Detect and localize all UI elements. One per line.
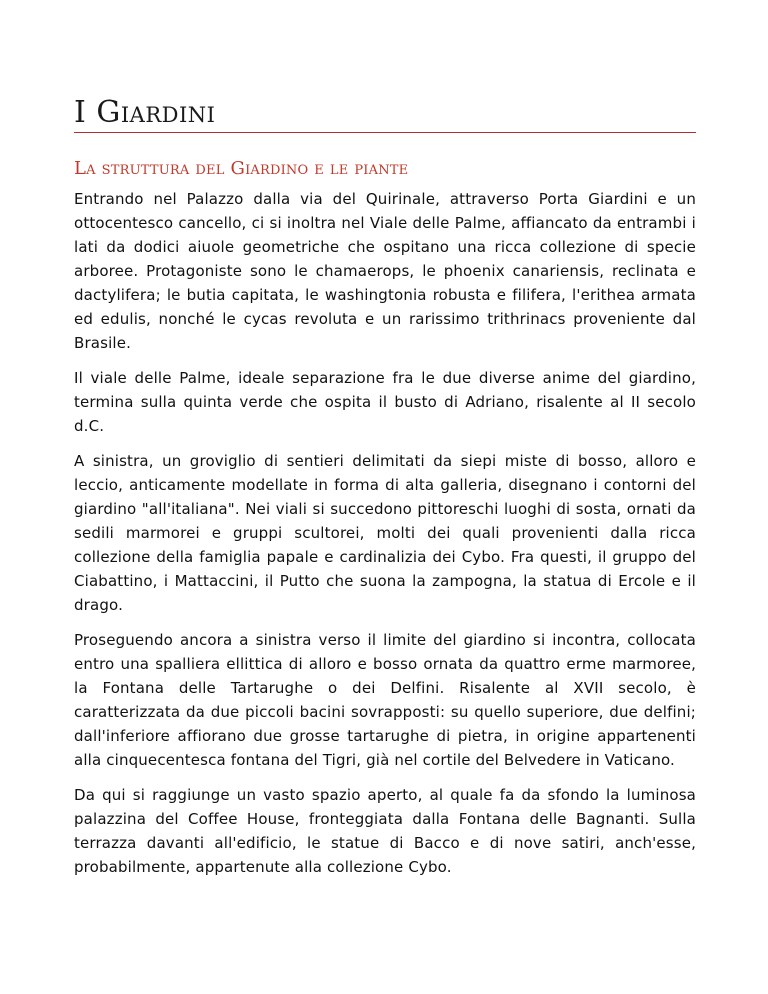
paragraph-fontana-tartarughe: Proseguendo ancora a sinistra verso il limite del giardino si incontra, collocata entro una spalliera ellittica di alloro e bosso ornata da quattro erme marmoree, la Fontana delle Tartarughe o dei Delfini. Risalente al XVII secolo, è caratterizzata da due piccoli bacini sovrapposti: su quello superiore, due delfini; dall'inferiore affiorano due grosse tartarughe di pietra, in origine appartenenti alla cinquecentesca fontana del Tigri, già nel cortile del Belvedere in Vaticano. (74, 631, 696, 769)
paragraph-coffee-house: Da qui si raggiunge un vasto spazio aperto, al quale fa da sfondo la luminosa palazzina del Coffee House, fronteggiata dalla Fontana delle Bagnanti. Sulla terrazza davanti all'edificio, le statue di Bacco e di nove satiri, anch'esse, probabilmente, appartenute alla collezione Cybo. (74, 786, 696, 876)
page-title: I Giardini (74, 96, 696, 133)
paragraph-viale-delle-palme: Entrando nel Palazzo dalla via del Quirinale, attraverso Porta Giardini e un ottocentesco cancello, ci si inoltra nel Viale delle Palme, affiancato da entrambi i lati da dodici aiuole geometriche che ospitano una ricca collezione di specie arboree. Protagoniste sono le chamaerops, le phoenix canariensis, reclinata e dactylifera; le butia capitata, le washingtonia robusta e filifera, l'erithea armata ed edulis, nonché le cycas revoluta e un rarissimo trithrinacs proveniente dal Brasile. (74, 190, 696, 352)
document-page (74, 96, 696, 879)
paragraph-giardino-italiana: A sinistra, un groviglio di sentieri delimitati da siepi miste di bosso, alloro e leccio, anticamente modellate in forma di alta galleria, disegnano i contorni del giardino "all'italiana". Nei viali si succedono pittoreschi luoghi di sosta, ornati da sedili marmorei e gruppi scultorei, molti dei quali provenienti dalla ricca collezione della famiglia papale e cardinalizia dei Cybo. Fra questi, il gruppo del Ciabattino, i Mattaccini, il Putto che suona la zampogna, la statua di Ercole e il drago. (74, 452, 696, 614)
paragraph-busto-adriano: Il viale delle Palme, ideale separazione fra le due diverse anime del giardino, termina sulla quinta verde che ospita il busto di Adriano, risalente al II secolo d.C. (74, 369, 696, 435)
section-heading: La struttura del Giardino e le piante (74, 158, 409, 179)
